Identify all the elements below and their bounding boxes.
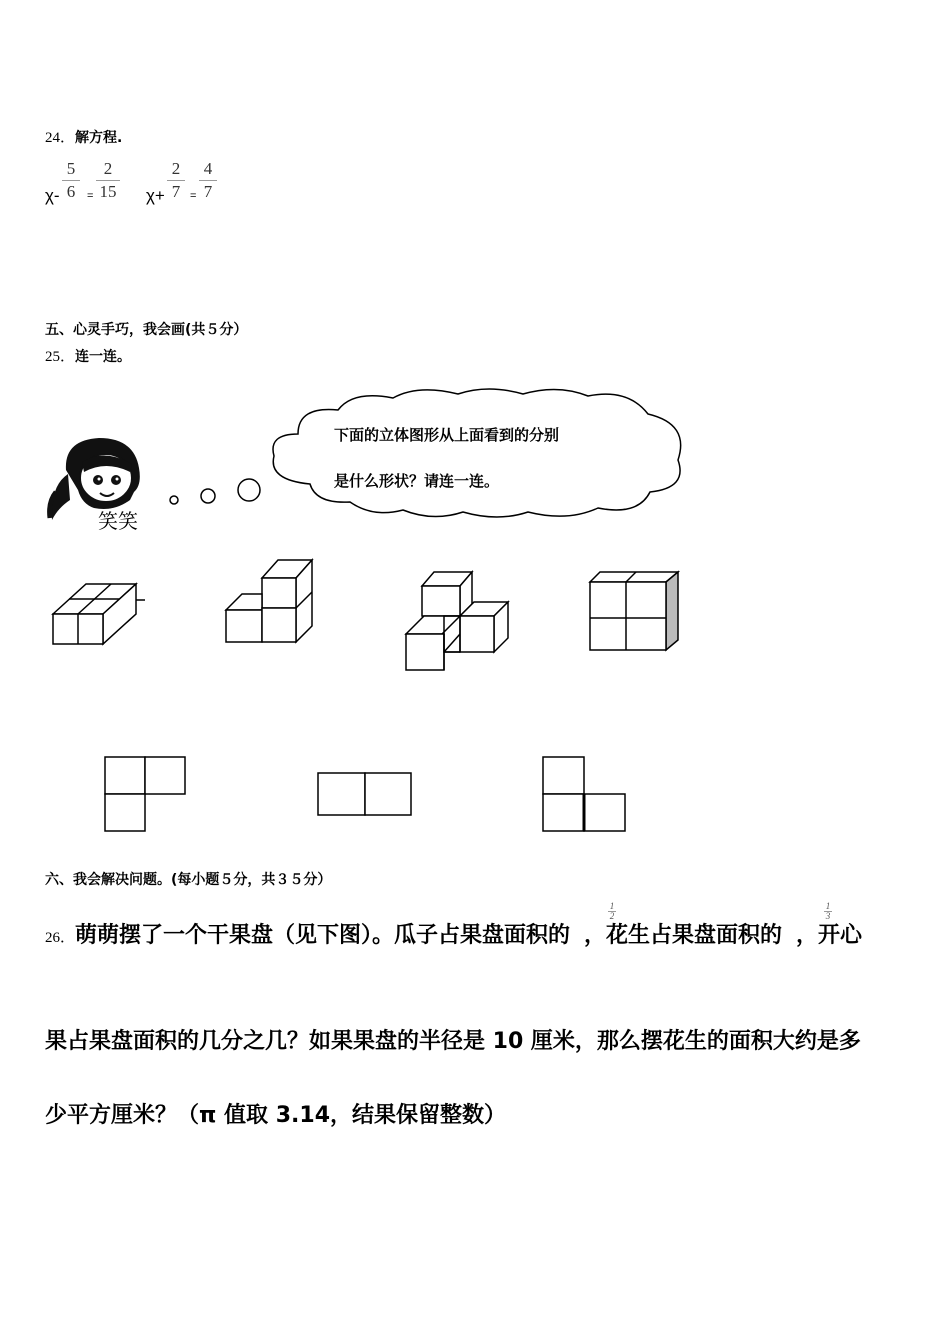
fraction-one-half: $\frac{1}{2}$: [609, 901, 615, 921]
top-view-shape-3: [541, 756, 627, 834]
bubble-text-line-2: 是什么形状？请连一连。: [334, 472, 500, 490]
section-6-heading: 六、我会解决问题。(每小题５分，共３５分）: [45, 872, 332, 888]
question-number: 24．: [45, 130, 76, 146]
solid-figure-3: [404, 570, 512, 674]
fraction: $\frac{2}{7}$: [167, 158, 185, 203]
solid-figure-4: [588, 570, 682, 654]
question-24: [45, 126, 122, 147]
equals-sign: =: [190, 190, 197, 202]
fraction: $\frac{2}{15}$: [96, 158, 120, 203]
top-view-shape-2: [316, 771, 414, 817]
question-number: 25．: [45, 349, 76, 365]
fraction: $\frac{4}{7}$: [199, 158, 217, 203]
question-26-line-3: 少平方厘米？（π 值取 3.14，结果保留整数）: [45, 1103, 507, 1128]
solid-figure-1: [48, 578, 148, 650]
question-title: 连一连。: [75, 349, 132, 365]
section-5-heading: 五、心灵手巧，我会画(共５分）: [45, 322, 248, 338]
question-25: [45, 345, 131, 366]
question-26-line-1: 26．萌萌摆了一个干果盘（见下图）。瓜子占果盘面积的 ，花生占果盘面积的 ，开心: [45, 923, 863, 948]
equation-variable: χ-: [45, 186, 60, 205]
top-view-shape-1: [104, 756, 188, 834]
fraction: $\frac{5}{6}$: [62, 158, 80, 203]
equation-variable: χ+: [146, 186, 165, 205]
bubble-text-line-1: 下面的立体图形从上面看到的分别: [334, 426, 560, 444]
equals-sign: =: [87, 190, 94, 202]
thought-dots: [165, 470, 265, 520]
question-number: 26．: [45, 930, 76, 946]
solid-figure-2: [224, 556, 318, 646]
question-title: 解方程.: [75, 130, 123, 146]
question-26-line-2: 果占果盘面积的几分之几？如果果盘的半径是 10 厘米，那么摆花生的面积大约是多: [45, 1029, 861, 1054]
thought-cloud: [258, 384, 698, 524]
fraction-one-third: $\frac{1}{3}$: [825, 901, 831, 921]
character-name: 笑笑: [98, 509, 138, 533]
